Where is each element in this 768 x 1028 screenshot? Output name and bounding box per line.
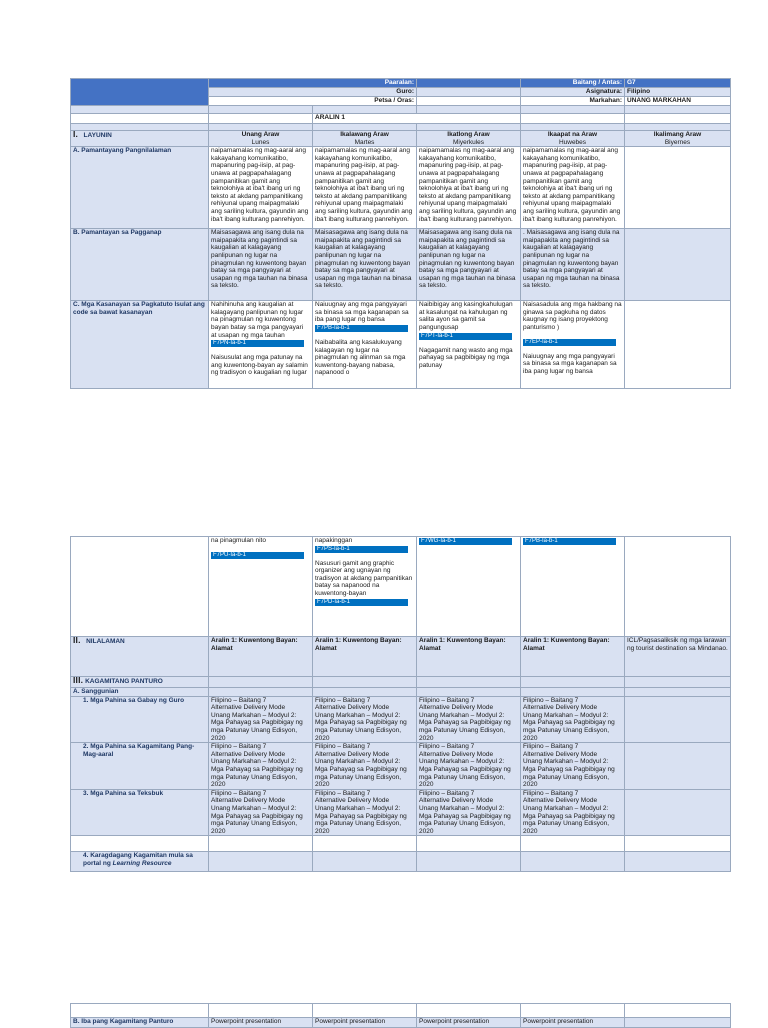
karagdagang-kagamitan-row <box>71 852 731 872</box>
iba-pang-day-2: Powerpoint presentation <box>313 1018 417 1028</box>
pangnilalaman-day-4: naipamamalas ng mag-aaral ang kakayahang komunikatibo, mapanuring pag-iisip, at pag-unawa at pagpapahalagang pampanitikan gamit ang teknolohiya at iba't ibang uri ng teksto at akdang pampanitikang rehiyunal upang maipagmalaki ang sariling kultura, gayundin ang iba't ibang kulturang panrehiyon. <box>521 147 625 229</box>
nilalaman-day-3: Aralin 1: Kuwentong Bayan: Alamat <box>417 637 521 677</box>
continuation-day-3 <box>417 537 521 637</box>
layunin-row <box>71 131 731 147</box>
kagamitang-pang-mag-aaral-row <box>71 743 731 790</box>
header-row-paaralan <box>71 79 731 88</box>
asignatura-label: Asignatura: <box>521 88 625 97</box>
kasanayan-day-1 <box>209 301 313 389</box>
pamantayang-pangnilalaman-row <box>71 147 731 229</box>
kasanayan-day-3 <box>417 301 521 389</box>
teksbuk-day-4: Filipino – Baitang 7 Alternative Delivery Mode Unang Markahan – Modyul 2: Mga Pahayag sa Pagbibigay ng mga Patunay Unang Edisyon, 2020 <box>521 789 625 836</box>
continuation-row <box>71 537 731 637</box>
kasanayan-day-3-text-2: Nagagamit nang wasto ang mga pahayag sa pagbibigay ng mga patunay <box>419 346 513 369</box>
dll-table-page-2 <box>70 536 731 872</box>
day-5-header: Ikalimang Araw Biyernes <box>625 131 731 147</box>
spacer-row-2 <box>71 124 731 131</box>
nilalaman-day-1: Aralin 1: Kuwentong Bayan: Alamat <box>209 637 313 677</box>
kagamitan-day-4: Filipino – Baitang 7 Alternative Delivery Mode Unang Markahan – Modyul 2: Mga Pahayag sa Pagbibigay ng mga Patunay Unang Edisyon, 2020 <box>521 743 625 790</box>
day-1-header: Unang Araw Lunes <box>209 131 313 147</box>
teksbuk-row <box>71 789 731 836</box>
iba-pang-day-4: Powerpoint presentation <box>521 1018 625 1028</box>
paaralan-label: Paaralan: <box>209 79 417 88</box>
iba-pang-day-1: Powerpoint presentation <box>209 1018 313 1028</box>
karagdagang-label: 4. Karagdagang Kagamitan mula sa portal ng Learning Resource <box>71 852 209 872</box>
paaralan-value[interactable] <box>417 79 521 88</box>
kagamitan-day-3: Filipino – Baitang 7 Alternative Delivery Mode Unang Markahan – Modyul 2: Mga Pahayag sa Pagbibigay ng mga Patunay Unang Edisyon, 2020 <box>417 743 521 790</box>
header-blank-cell <box>71 79 209 106</box>
gabay-label: 1. Mga Pahina sa Gabay ng Guro <box>71 696 209 743</box>
aralin-row <box>71 114 731 124</box>
dll-table-page-3 <box>70 1003 731 1028</box>
layunin-label: LAYUNIN <box>83 132 112 139</box>
code-badge: F7PB-Ia-b-1 <box>523 538 616 545</box>
kagamitang-panturo-row <box>71 677 731 688</box>
kasanayan-day-2-text-2: Naibabalita ang kasalukuyang kalagayan ng lugar na pinagmulan ng alinman sa mga kuwentong-bayang nabasa, napanood o <box>315 338 406 377</box>
dll-table-page-1 <box>70 78 731 389</box>
pagganap-day-3: Maisasagawa ang isang dula na maipapakita ang pagintindi sa kaugalian at kalagayang panlipunan ng lugar na pinagmulan ng kuwentong bayan batay sa mga pangyayari at usapan ng mga tauhan na binasa sa teksto. <box>417 229 521 301</box>
kasanayan-day-4 <box>521 301 625 389</box>
pagganap-day-4: . Maisasagawa ang isang dula na maipapakita ang pagintindi sa kaugalian at kalagayang panlipunan ng lugar na pinagmulan ng kuwentong bayan batay sa mga pangyayari at usapan ng mga tauhan na binasa sa teksto. <box>521 229 625 301</box>
nilalaman-day-4: Aralin 1: Kuwentong Bayan: Alamat <box>521 637 625 677</box>
pangnilalaman-day-2: naipamamalas ng mag-aaral ang kakayahang komunikatibo, mapanuring pag-iisip, at pag-unawa at pagpapahalagang pampanitikan gamit ang teknolohiya at iba't ibang uri ng teksto at akdang pampanitikang rehiyunal upang maipagmalaki ang sariling kultura, gayundin ang iba't ibang kulturang panrehiyon. <box>313 147 417 229</box>
kasanayan-label: C. Mga Kasanayan sa Pagkatuto Isulat ang code sa bawat kasanayan <box>71 301 209 389</box>
layunin-roman: I. <box>73 130 79 139</box>
kasanayan-day-5 <box>625 301 731 389</box>
spacer-row <box>71 106 731 114</box>
gabay-day-1: Filipino – Baitang 7 Alternative Delivery Mode Unang Markahan – Modyul 2: Mga Pahayag sa Pagbibigay ng mga Patunay Unang Edisyon, 2020 <box>209 696 313 743</box>
pagganap-day-1: Maisasagawa ang isang dula na maipapakita ang pagintindi sa kaugalian at kalagayang panlipunan ng lugar na pinagmulan ng kuwentong bayan batay sa mga pangyayari at usapan ng mga tauhan na binasa sa teksto. <box>209 229 313 301</box>
code-badge: F7PB-Ia-b-1 <box>315 325 408 332</box>
continuation-day-1: na pinagmulan nito F7PU-Ia-b-1 <box>209 537 313 637</box>
code-badge: F7EP-Ia-b-1 <box>523 339 616 346</box>
petsa-label: Petsa / Oras: <box>209 97 417 106</box>
markahan-value[interactable]: UNANG MARKAHAN <box>625 97 731 106</box>
markahan-label: Markahan: <box>521 97 625 106</box>
teksbuk-day-2: Filipino – Baitang 7 Alternative Delivery Mode Unang Markahan – Modyul 2: Mga Pahayag sa Pagbibigay ng mga Patunay Unang Edisyon, 2020 <box>313 789 417 836</box>
guro-label: Guro: <box>209 88 417 97</box>
kagamitang-heading: III. KAGAMITANG PANTURO <box>71 677 209 688</box>
continuation-day-2: napakinggan F7PS-Ia-b-1 Nasusuri gamit ang graphic organizer ang ugnayan ng tradisyon at akdang pampanitikan batay sa napanood na kuwentong-bayan F7PD-Ia-b-1 <box>313 537 417 637</box>
kagamitan-day-1: Filipino – Baitang 7 Alternative Delivery Mode Unang Markahan – Modyul 2: Mga Pahayag sa Pagbibigay ng mga Patunay Unang Edisyon, 2020 <box>209 743 313 790</box>
sanggunian-row <box>71 688 731 697</box>
gabay-day-4: Filipino – Baitang 7 Alternative Delivery Mode Unang Markahan – Modyul 2: Mga Pahayag sa Pagbibigay ng mga Patunay Unang Edisyon, 2020 <box>521 696 625 743</box>
kasanayan-day-2-text-1: Naiuugnay ang mga pangyayari sa binasa sa mga kaganapan sa iba pang lugar ng bansa <box>315 301 409 324</box>
blank-row <box>71 1004 731 1018</box>
layunin-heading <box>71 131 209 147</box>
kasanayan-day-1-text-2: Naisusulat ang mga patunay na ang kuwentong-bayan ay salamin ng tradisyon o kaugalian ng lugar <box>211 354 308 377</box>
pagganap-day-5 <box>625 229 731 301</box>
code-badge: F7PT-Ia-b-1 <box>419 333 512 340</box>
kasanayan-day-4-text-2: Naiuugnay ang mga pangyayari sa binasa sa mga kaganapan sa iba pang lugar ng bansa <box>523 352 617 375</box>
blank-row <box>71 836 731 852</box>
teksbuk-label: 3. Mga Pahina sa Teksbuk <box>71 789 209 836</box>
guro-value[interactable] <box>417 88 521 97</box>
page-1 <box>70 78 730 398</box>
code-badge: F7PU-Ia-b-1 <box>211 552 304 559</box>
iba-pang-label: B. Iba pang Kagamitang Panturo <box>71 1018 209 1028</box>
aralin-title: ARALIN 1 <box>313 114 521 124</box>
baitang-value[interactable]: G7 <box>625 79 731 88</box>
pangnilalaman-day-3: naipamamalas ng mag-aaral ang kakayahang komunikatibo, mapanuring pag-iisip, at pag-unawa at pagpapahalagang pampanitikan gamit ang teknolohiya at iba't ibang uri ng teksto at akdang pampanitikang rehiyunal upang maipagmalaki ang sariling kultura, gayundin ang iba't ibang kulturang panrehiyon. <box>417 147 521 229</box>
pangnilalaman-day-5 <box>625 147 731 229</box>
kasanayan-day-4-text-1: Naisasadula ang mga hakbang na ginawa sa pagkuha ng datos kaugnay ng isang proyektong panturismo ) <box>523 301 622 331</box>
kagamitan-day-2: Filipino – Baitang 7 Alternative Delivery Mode Unang Markahan – Modyul 2: Mga Pahayag sa Pagbibigay ng mga Patunay Unang Edisyon, 2020 <box>313 743 417 790</box>
day-4-header: Ikaapat na Araw Huwebes <box>521 131 625 147</box>
kasanayan-day-2 <box>313 301 417 389</box>
petsa-value[interactable] <box>417 97 521 106</box>
kasanayan-day-3-text-1: Naibibigay ang kasingkahulugan at kasalungat na kahulugan ng salita ayon sa gamit sa pangungusap <box>419 301 513 331</box>
baitang-label: Baitang / Antas: <box>521 79 625 88</box>
pamantayan-sa-pagganap-row <box>71 229 731 301</box>
code-badge: F7WG-Ia-b-1 <box>419 538 512 545</box>
nilalaman-day-2: Aralin 1: Kuwentong Bayan: Alamat <box>313 637 417 677</box>
kagamitan-label: 2. Mga Pahina sa Kagamitang Pang-Mag-aaral <box>71 743 209 790</box>
code-badge: F7PD-Ia-b-1 <box>315 599 408 606</box>
pangnilalaman-day-1: naipamamalas ng mag-aaral ang kakayahang komunikatibo, mapanuring pag-iisip, at pag-unawa at pagpapahalagang pampanitikan gamit ang teknolohiya at iba't ibang uri ng teksto at akdang pampanitikang rehiyunal upang maipagmalaki ang sariling kultura, gayundin ang iba't ibang kulturang panrehiyon. <box>209 147 313 229</box>
gabay-ng-guro-row <box>71 696 731 743</box>
code-badge: F7PS-Ia-b-1 <box>315 546 408 553</box>
sanggunian-label: A. Sanggunian <box>71 688 209 697</box>
continuation-day-4 <box>521 537 625 637</box>
day-3-header: Ikatlong Araw Miyerkules <box>417 131 521 147</box>
teksbuk-day-1: Filipino – Baitang 7 Alternative Delivery Mode Unang Markahan – Modyul 2: Mga Pahayag sa Pagbibigay ng mga Patunay Unang Edisyon, 2020 <box>209 789 313 836</box>
iba-pang-kagamitan-row <box>71 1018 731 1028</box>
day-2-header: Ikalawang Araw Martes <box>313 131 417 147</box>
pamantayan-sa-pagganap-label: B. Pamantayan sa Pagganap <box>71 229 209 301</box>
kasanayan-row <box>71 301 731 389</box>
nilalaman-row <box>71 637 731 677</box>
nilalaman-day-5: ICL/Pagsasaliksik ng mga larawan ng tourist destination sa Mindanao. <box>625 637 731 677</box>
gabay-day-3: Filipino – Baitang 7 Alternative Delivery Mode Unang Markahan – Modyul 2: Mga Pahayag sa Pagbibigay ng mga Patunay Unang Edisyon, 2020 <box>417 696 521 743</box>
page-2 <box>70 536 730 867</box>
teksbuk-day-3: Filipino – Baitang 7 Alternative Delivery Mode Unang Markahan – Modyul 2: Mga Pahayag sa Pagbibigay ng mga Patunay Unang Edisyon, 2020 <box>417 789 521 836</box>
nilalaman-heading: II. NILALAMAN <box>71 637 209 677</box>
iba-pang-day-3: Powerpoint presentation <box>417 1018 521 1028</box>
page-3 <box>70 1003 730 1024</box>
pamantayang-pangnilalaman-label: A. Pamantayang Pangnilalaman <box>71 147 209 229</box>
kasanayan-day-1-text-1: Nahihinuha ang kaugalian at kalagayang panlipunan ng lugar na pinagmulan ng kuwentong bayan batay sa mga pangyayari at usapan ng mga tauhan <box>211 301 304 339</box>
pagganap-day-2: Maisasagawa ang isang dula na maipapakita ang pagintindi sa kaugalian at kalagayang panlipunan ng lugar na pinagmulan ng kuwentong bayan batay sa mga pangyayari at usapan ng mga tauhan na binasa sa teksto. <box>313 229 417 301</box>
asignatura-value[interactable]: Filipino <box>625 88 731 97</box>
gabay-day-2: Filipino – Baitang 7 Alternative Delivery Mode Unang Markahan – Modyul 2: Mga Pahayag sa Pagbibigay ng mga Patunay Unang Edisyon, 2020 <box>313 696 417 743</box>
code-badge: F7PN-Ia-b-1 <box>211 340 304 347</box>
